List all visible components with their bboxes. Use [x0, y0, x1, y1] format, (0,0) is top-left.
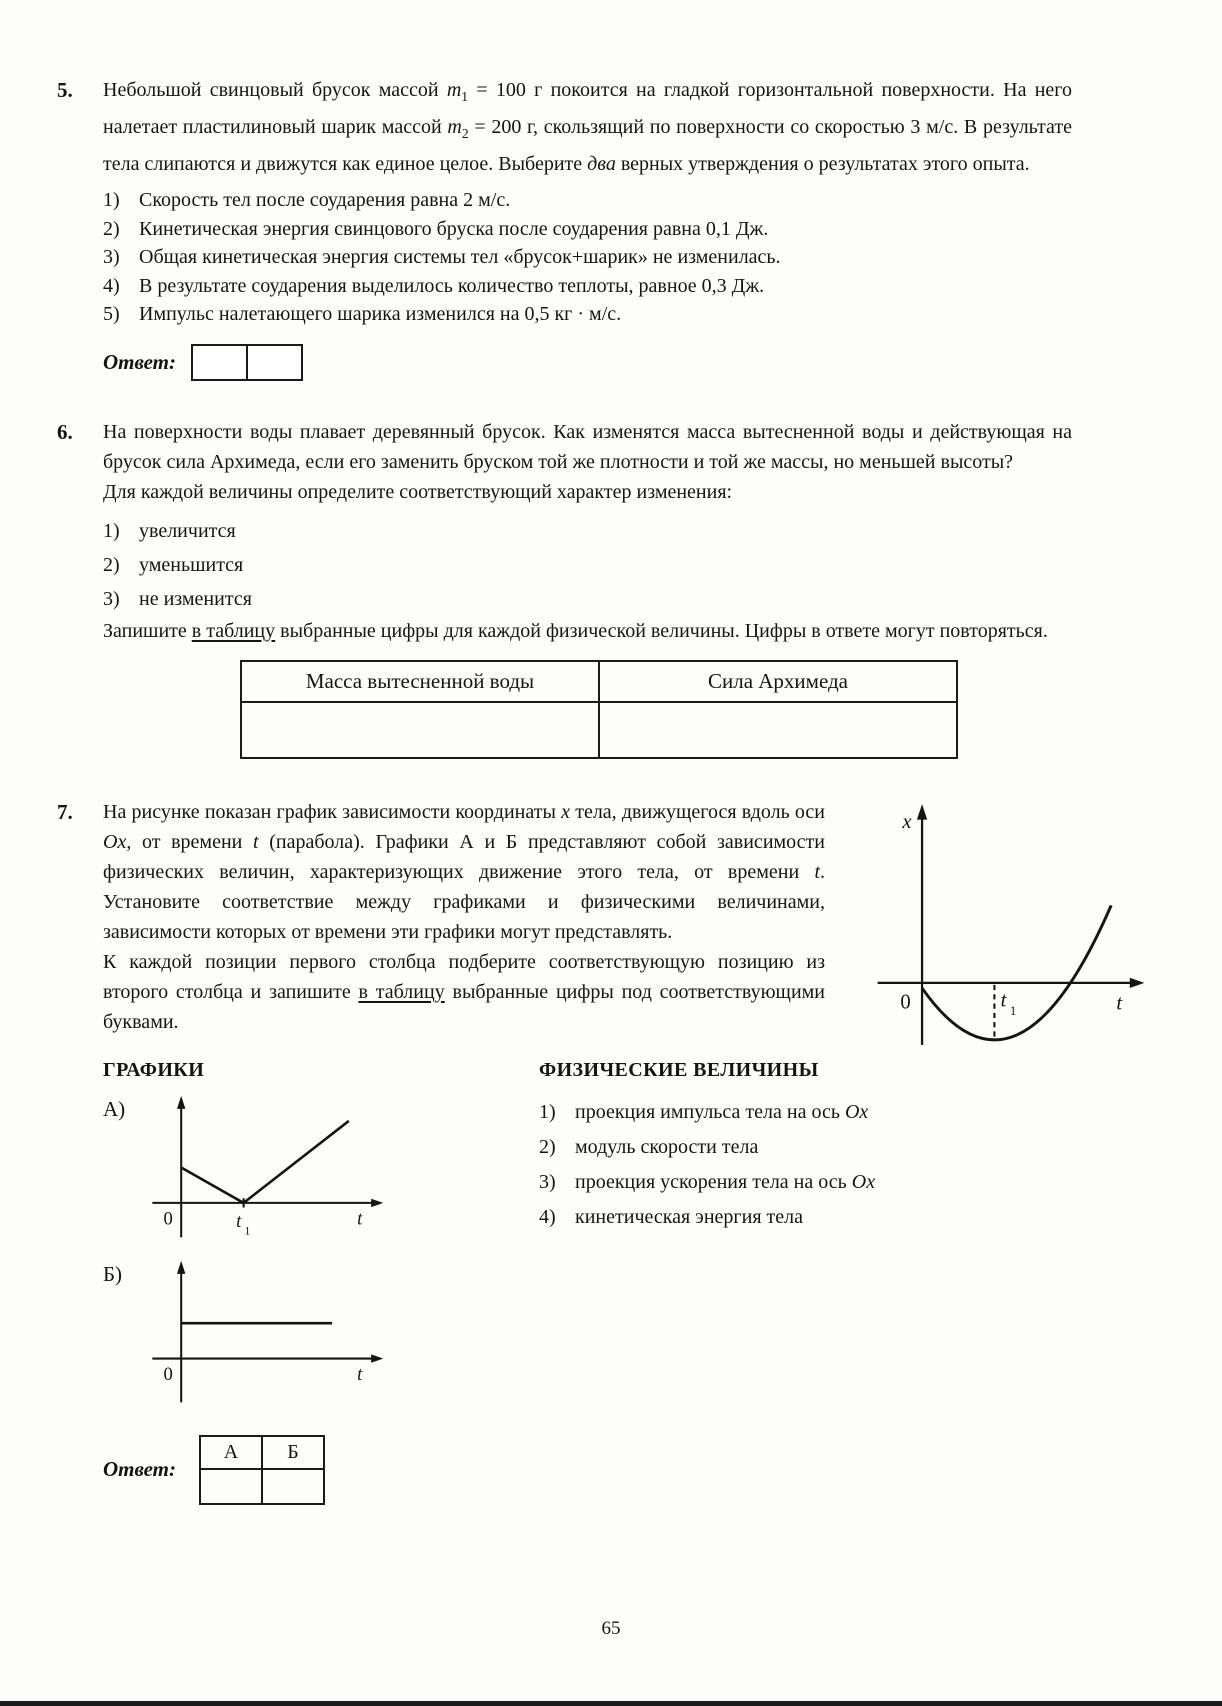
- problem-5-answer-box: [191, 344, 303, 381]
- option-item: [103, 186, 1072, 215]
- quantity-item: [539, 1165, 1072, 1200]
- problem-6-statement: На поверхности воды плавает деревянный брусок. Как изменятся масса вытесненной воды и действующая на брусок сила Архимеда, если его заменить бруском той же плотности и той же массы, но меньшей высоты?: [103, 420, 1072, 473]
- graph-b-row: [103, 1258, 539, 1407]
- table-answer-row: [200, 1469, 324, 1504]
- option-text: Скорость тел после соударения равна 2 м/с.: [139, 189, 511, 211]
- option-number: 4): [103, 274, 120, 297]
- axis-arrowhead: [177, 1260, 185, 1273]
- table-header-row: [200, 1436, 324, 1469]
- problem-7-statement: На рисунке показан график зависимости координаты x тела, движущегося вдоль оси Ox, от времени t (парабола). Графики А и Б представляют собой зависимости физических величин, характеризующих движение этого тела, от времени t. Установите соответствие между графиками и физическими величинами, зависимости которых от времени эти графики могут представлять.: [103, 800, 826, 943]
- quantity-text: модуль скорости тела: [575, 1135, 759, 1158]
- page-number: 65: [601, 1618, 621, 1639]
- graph-b-figure: [139, 1258, 391, 1407]
- problem-6: [57, 417, 1072, 759]
- table-header-mass: Масса вытесненной воды: [241, 661, 599, 702]
- option-item: [103, 215, 1072, 244]
- problem-6-number: 6.: [57, 419, 73, 444]
- quantity-number: 4): [539, 1205, 556, 1228]
- problem-7-answer-table: [199, 1435, 325, 1505]
- option-text: не изменится: [139, 587, 252, 610]
- answer-label: Ответ:: [103, 1457, 176, 1481]
- problem-7-answer-row: [103, 1435, 539, 1505]
- option-item: [103, 300, 1072, 329]
- option-number: 1): [103, 519, 120, 542]
- option-text: Кинетическая энергия свинцового бруска после соударения равна 0,1 Дж.: [139, 217, 769, 240]
- answer-cell: [246, 344, 303, 381]
- quantity-item: [539, 1200, 1072, 1235]
- scan-edge-artifact: [0, 1701, 1222, 1706]
- quantity-item: [539, 1095, 1072, 1130]
- answer-cell: [200, 1469, 262, 1504]
- column-a-header: А: [200, 1436, 262, 1469]
- t-axis-label: t: [357, 1363, 363, 1385]
- axis-arrowhead: [177, 1095, 185, 1108]
- problem-7: [57, 797, 1123, 1505]
- option-text: Импульс налетающего шарика изменился на 0,5 кг · м/с.: [139, 303, 622, 325]
- axis-arrowhead: [371, 1354, 383, 1362]
- problem-7-body: [103, 797, 1123, 1505]
- option-text: уменьшится: [139, 553, 244, 576]
- quantity-number: 3): [539, 1170, 556, 1193]
- problem-5-answer-row: [103, 344, 1072, 381]
- t1-subscript: 1: [1009, 1002, 1017, 1018]
- quantities-heading: ФИЗИЧЕСКИЕ ВЕЛИЧИНЫ: [539, 1058, 819, 1081]
- option-text: увеличится: [139, 519, 236, 542]
- graph-a-figure: [139, 1093, 391, 1242]
- answer-cell: [262, 1469, 324, 1504]
- quantities-column: [539, 1055, 1072, 1505]
- option-number: 2): [103, 217, 120, 240]
- option-number: 1): [103, 189, 120, 211]
- quantity-item: [539, 1130, 1072, 1165]
- option-text: Общая кинетическая энергия системы тел «брусок+шарик» не изменилась.: [139, 246, 781, 268]
- quantities-list: [539, 1095, 1072, 1235]
- option-number: 2): [103, 553, 120, 576]
- graph-a-label: А): [103, 1096, 126, 1121]
- quantity-number: 1): [539, 1100, 556, 1123]
- answer-cell: [599, 702, 957, 758]
- x-axis-label: x: [902, 810, 912, 833]
- origin-label: 0: [900, 991, 911, 1014]
- t-axis-label: t: [357, 1207, 363, 1229]
- axis-arrowhead: [1130, 977, 1144, 987]
- problem-5-body: [103, 75, 1072, 381]
- option-item: [103, 582, 1072, 616]
- answer-cell: [191, 344, 248, 381]
- option-item: [103, 243, 1072, 272]
- axis-arrowhead: [917, 804, 927, 820]
- problem-6-subtitle: Для каждой величины определите соответствующий характер изменения:: [103, 480, 733, 503]
- t-axis-label: t: [1116, 992, 1123, 1015]
- table-header-row: [241, 661, 957, 702]
- option-item: [103, 514, 1072, 548]
- problem-5-statement: Небольшой свинцовый брусок массой $m_1 = 100$ г покоится на гладкой горизонтальной поверхности. На него налетает пластилиновый шарик массой $m_2 = 200$ г, скользящий по поверхности со скоростью 3 м/с. В результате тела слипаются и движутся как единое целое. Выберите два верных утверждения о результатах этого опыта.: [103, 79, 1073, 175]
- problem-5: [57, 75, 1072, 381]
- quantity-number: 2): [539, 1135, 556, 1158]
- t1-label: t: [1000, 989, 1007, 1012]
- table-answer-row: [241, 702, 957, 758]
- option-text: В результате соударения выделилось количество теплоты, равное 0,3 Дж.: [139, 274, 765, 297]
- problem-7-number: 7.: [57, 799, 73, 824]
- option-item: [103, 548, 1072, 582]
- problem-6-options: [103, 514, 1072, 616]
- graphs-column: [103, 1055, 539, 1505]
- t1-label: t: [236, 1210, 242, 1232]
- quantity-text: проекция ускорения тела на ось Ox: [575, 1170, 876, 1193]
- quantity-text: кинетическая энергия тела: [575, 1205, 803, 1228]
- answer-cell: [241, 702, 599, 758]
- matching-columns: [103, 1055, 1072, 1505]
- problem-6-instruction: Запишите в таблицу выбранные цифры для каждой физической величины. Цифры в ответе могут повторяться.: [103, 619, 1048, 642]
- graph-b-label: Б): [103, 1261, 123, 1286]
- parabola-figure: [863, 801, 1163, 1049]
- option-number: 5): [103, 303, 120, 325]
- quantity-text: проекция импульса тела на ось Ox: [575, 1100, 869, 1123]
- axis-arrowhead: [371, 1198, 383, 1206]
- v-shaped-curve: [181, 1120, 349, 1202]
- origin-label: 0: [163, 1363, 173, 1385]
- problem-6-answer-table: [240, 660, 958, 759]
- option-number: 3): [103, 587, 120, 610]
- column-b-header: Б: [262, 1436, 324, 1469]
- graph-a-row: [103, 1093, 539, 1242]
- parabola-curve: [922, 905, 1111, 1040]
- origin-label: 0: [163, 1207, 173, 1229]
- table-header-force: Сила Архимеда: [599, 661, 957, 702]
- problem-6-body: [103, 417, 1072, 759]
- option-number: 3): [103, 246, 120, 268]
- t1-subscript: 1: [244, 1224, 251, 1238]
- problem-7-instruction: К каждой позиции первого столбца подберите соответствующую позицию из второго столбца и запишите в таблицу выбранные цифры под соответствующими буквами.: [103, 950, 826, 1033]
- problem-5-number: 5.: [57, 78, 73, 102]
- answer-label: Ответ:: [103, 349, 176, 374]
- option-item: [103, 272, 1072, 301]
- graphs-heading: ГРАФИКИ: [103, 1058, 205, 1081]
- problem-5-options: [103, 186, 1072, 329]
